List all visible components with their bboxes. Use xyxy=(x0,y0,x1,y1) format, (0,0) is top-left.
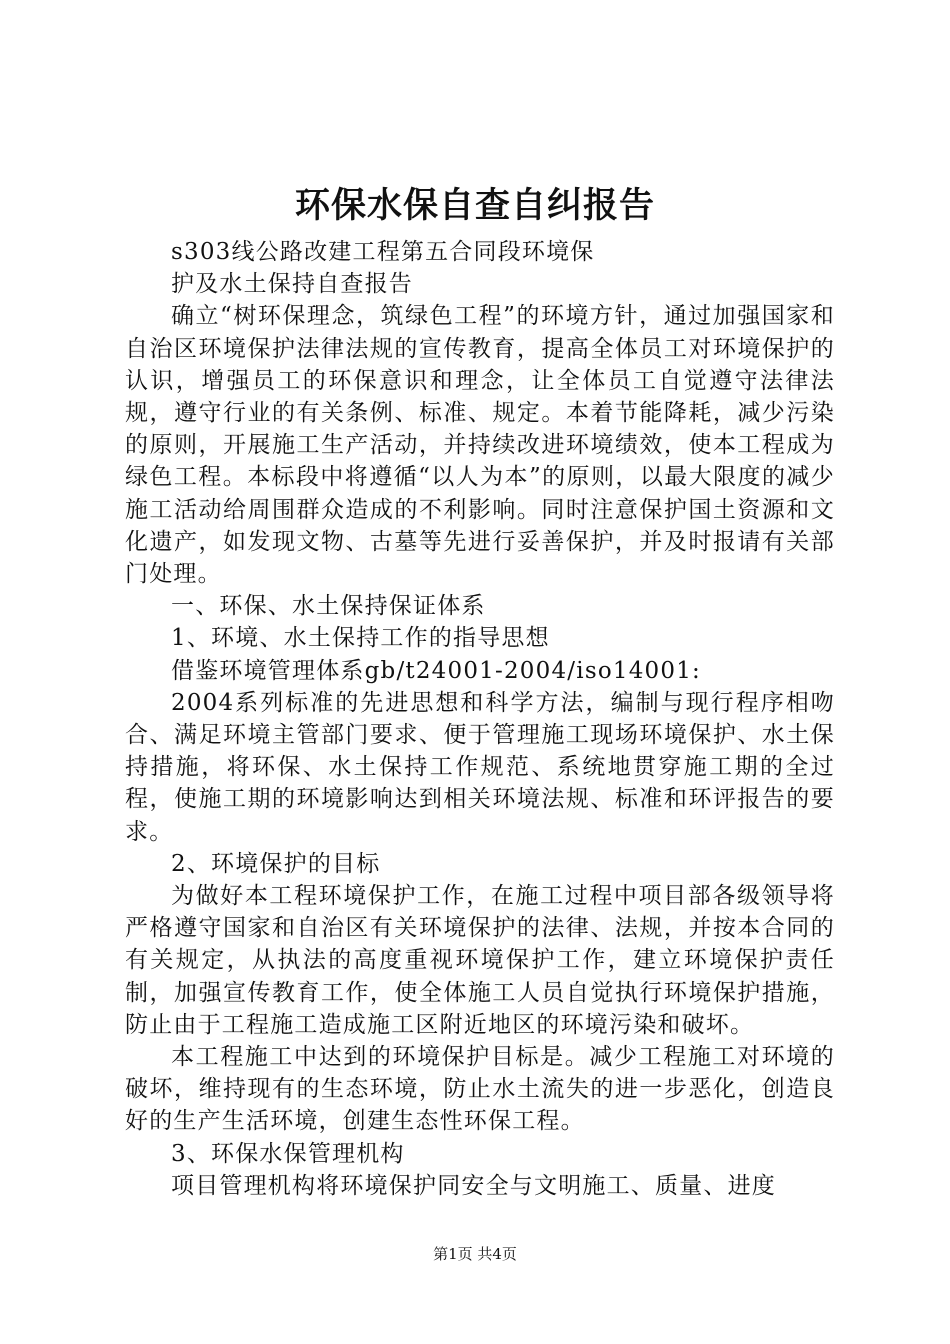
intro-paragraph: 确立“树环保理念，筑绿色工程”的环境方针，通过加强国家和自治区环境保护法律法规的宣传教育，提高全体员工对环境保护的认识，增强员工的环保意识和理念，让全体员工自觉遵守法律法规，遵守行业的有关条例、标准、规定。本着节能降耗，减少污染的原则，开展施工生产活动，并持续改进环境绩效，使本工程成为绿色工程。本标段中将遵循“以人为本”的原则，以最大限度的减少施工活动给周围群众造成的不利影响。同时注意保护国土资源和文化遗产，如发现文物、古墓等先进行妥善保护，并及时报请有关部门处理。 xyxy=(125,303,835,588)
subsection-heading-3: 3、环保水保管理机构 xyxy=(171,1140,405,1167)
document-title: 环保水保自查自纠报告 xyxy=(294,185,655,226)
document-body xyxy=(125,236,835,1202)
subsection-heading-1: 1、环境、水土保持工作的指导思想 xyxy=(171,625,550,652)
protection-goal-paragraph: 为做好本工程环境保护工作，在施工过程中项目部各级领导将严格遵守国家和自治区有关环境保护的法律、法规，并按本合同的有关规定，从执法的高度重视环境保护工作，建立环境保护责任制，加强宣传教育工作，使全体施工人员自觉执行环境保护措施，防止由于工程施工造成施工区附近地区的环境污染和破坏。 xyxy=(125,883,835,1038)
subsection-heading-2: 2、环境保护的目标 xyxy=(171,850,381,877)
project-name-line-2: 护及水土保持自查报告 xyxy=(171,271,413,298)
section-heading-1: 一、环保、水土保持保证体系 xyxy=(171,593,486,620)
page-footer: 第1页 共4页 xyxy=(433,1245,517,1263)
standard-reference-line: 借鉴环境管理体系gb/t24001-2004/iso14001: xyxy=(171,657,701,684)
management-paragraph: 项目管理机构将环境保护同安全与文明施工、质量、进度 xyxy=(171,1172,776,1199)
protection-target-paragraph: 本工程施工中达到的环境保护目标是。减少工程施工对环境的破坏，维持现有的生态环境，防止水土流失的进一步恶化，创造良好的生产生活环境，创建生态性环保工程。 xyxy=(125,1044,835,1135)
project-name-line-1: s303线公路改建工程第五合同段环境保 xyxy=(171,239,595,265)
guiding-principle-paragraph: 2004系列标准的先进思想和科学方法，编制与现行程序相吻合、满足环境主管部门要求、便于管理施工现场环境保护、水土保持措施，将环保、水土保持工作规范、系统地贯穿施工期的全过程，使施工期的环境影响达到相关环境法规、标准和环评报告的要求。 xyxy=(125,689,835,845)
